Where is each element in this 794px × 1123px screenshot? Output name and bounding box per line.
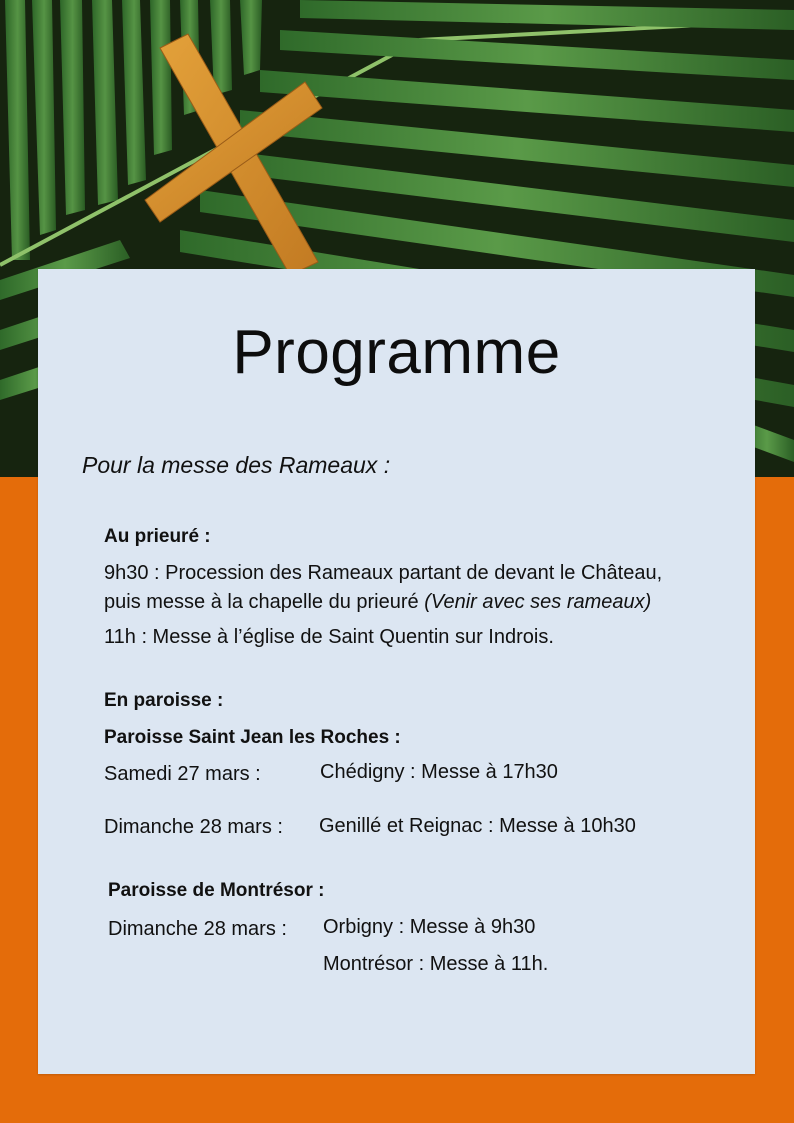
schedule-day: Dimanche 28 mars : (108, 918, 287, 940)
schedule-detail: Montrésor : Messe à 11h. (323, 953, 549, 975)
prieure-heading: Au prieuré : (104, 526, 211, 547)
paroisse-heading: En paroisse : (104, 690, 224, 711)
schedule-day: Samedi 27 mars : (104, 763, 261, 785)
prieure-note: (Venir avec ses rameaux) (424, 591, 652, 613)
page-title: Programme (232, 318, 561, 387)
schedule-detail: Genillé et Reignac : Messe à 10h30 (319, 815, 636, 837)
prieure-line-3: 11h : Messe à l’église de Saint Quentin sur Indrois. (104, 626, 554, 648)
schedule-detail: Chédigny : Messe à 17h30 (320, 761, 558, 783)
saint-jean-heading: Paroisse Saint Jean les Roches : (104, 727, 401, 748)
montresor-heading: Paroisse de Montrésor : (108, 880, 325, 901)
prieure-line-2-main: puis messe à la chapelle du prieuré (104, 591, 425, 613)
prieure-line-1: 9h30 : Procession des Rameaux partant de devant le Château, (104, 562, 663, 584)
prieure-line-2 (104, 590, 651, 614)
schedule-detail: Orbigny : Messe à 9h30 (323, 916, 536, 938)
intro-heading: Pour la messe des Rameaux : (82, 452, 391, 478)
schedule-day: Dimanche 28 mars : (104, 816, 283, 838)
